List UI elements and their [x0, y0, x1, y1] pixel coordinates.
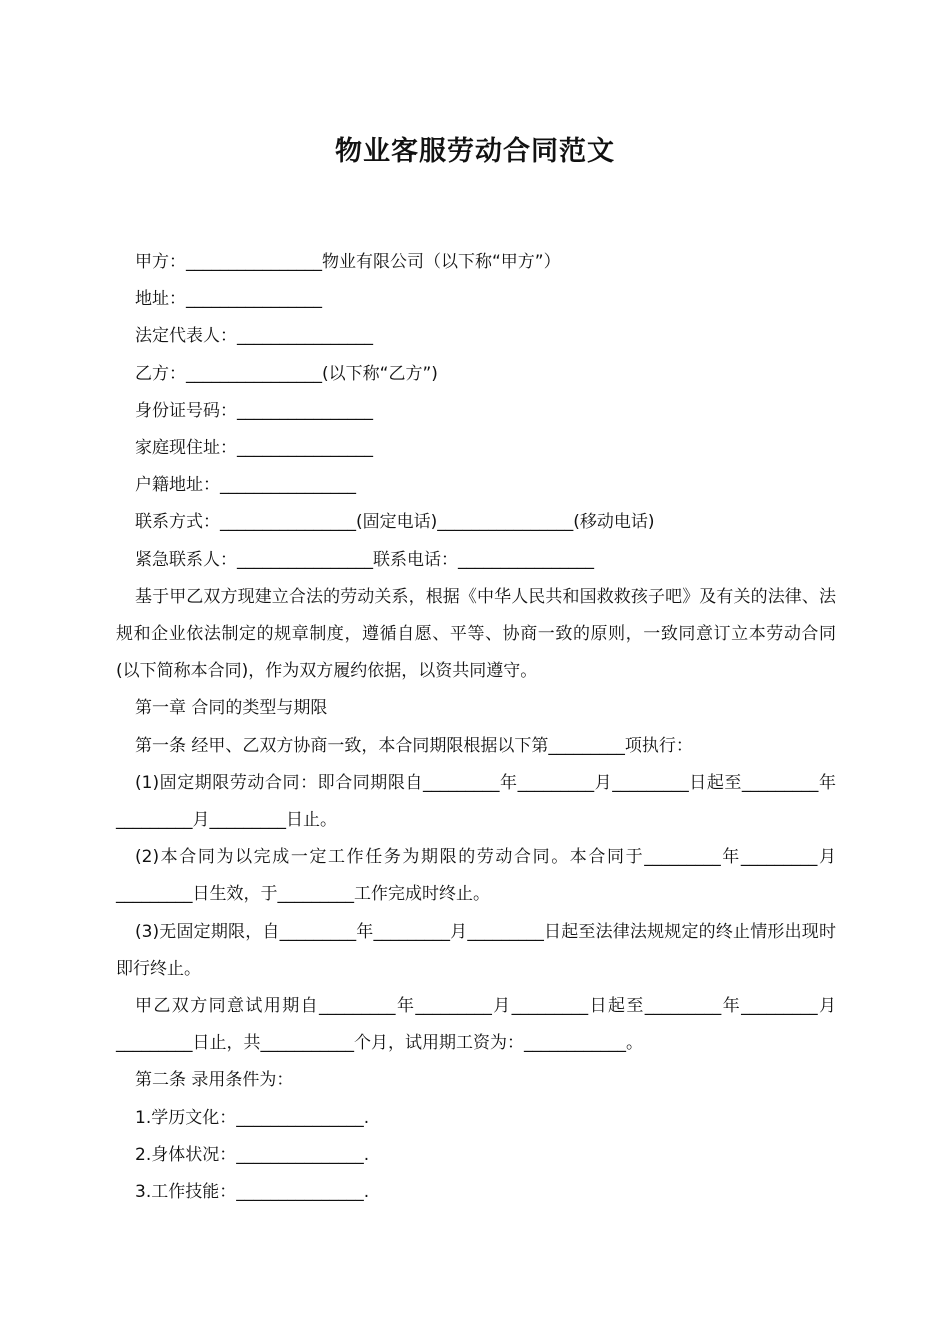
home-address-line: 家庭现住址：________________: [135, 438, 373, 459]
legal-representative-line: 法定代表人：________________: [135, 326, 373, 347]
article-1: 第一条 经甲、乙双方协商一致，本合同期限根据以下第_________项执行：: [135, 735, 693, 756]
contact-line: 联系方式：________________(固定电话)________________(移动电话): [135, 512, 655, 533]
party-b-line: 乙方：________________(以下称“乙方”): [135, 363, 438, 384]
article-2: 第二条 录用条件为：: [135, 1070, 294, 1091]
probation-paragraph: 甲乙双方同意试用期自_________年_________月_________日起至_________年_________月_________日止，共___________个月，试用期工资为：____________。: [116, 996, 836, 1054]
address-line: 地址：________________: [135, 289, 322, 310]
term-fixed: (1)固定期限劳动合同：即合同期限自_________年_________月_________日起至_________年_________月_________日止。: [116, 772, 836, 831]
id-number-line: 身份证号码：________________: [135, 400, 373, 421]
term-open-ended: (3)无固定期限，自_________年_________月_________日起至法律法规规定的终止情形出现时即行终止。: [116, 921, 836, 979]
household-address-line: 户籍地址：________________: [135, 475, 356, 496]
condition-education: 1.学历文化：_______________.: [135, 1107, 370, 1128]
condition-skills: 3.工作技能：_______________.: [135, 1182, 370, 1203]
emergency-contact-line: 紧急联系人：________________联系电话：________________: [135, 549, 594, 570]
term-task: (2)本合同为以完成一定工作任务为期限的劳动合同。本合同于_________年_________月_________日生效，于_________工作完成时终止。: [116, 847, 836, 905]
chapter-heading: 第一章 合同的类型与期限: [135, 698, 328, 719]
document-title: 物业客服劳动合同范文: [335, 136, 615, 167]
preamble-paragraph: 基于甲乙双方现建立合法的劳动关系，根据《中华人民共和国救救孩子吧》及有关的法律、法规和企业依法制定的规章制度，遵循自愿、平等、协商一致的原则，一致同意订立本劳动合同(以下简称本合同)，作为双方履约依据，以资共同遵守。: [116, 586, 836, 682]
contract-body: [116, 244, 836, 1211]
condition-health: 2.身体状况：_______________.: [135, 1144, 370, 1165]
party-a-line: 甲方：________________物业有限公司（以下称“甲方”）: [135, 252, 561, 272]
